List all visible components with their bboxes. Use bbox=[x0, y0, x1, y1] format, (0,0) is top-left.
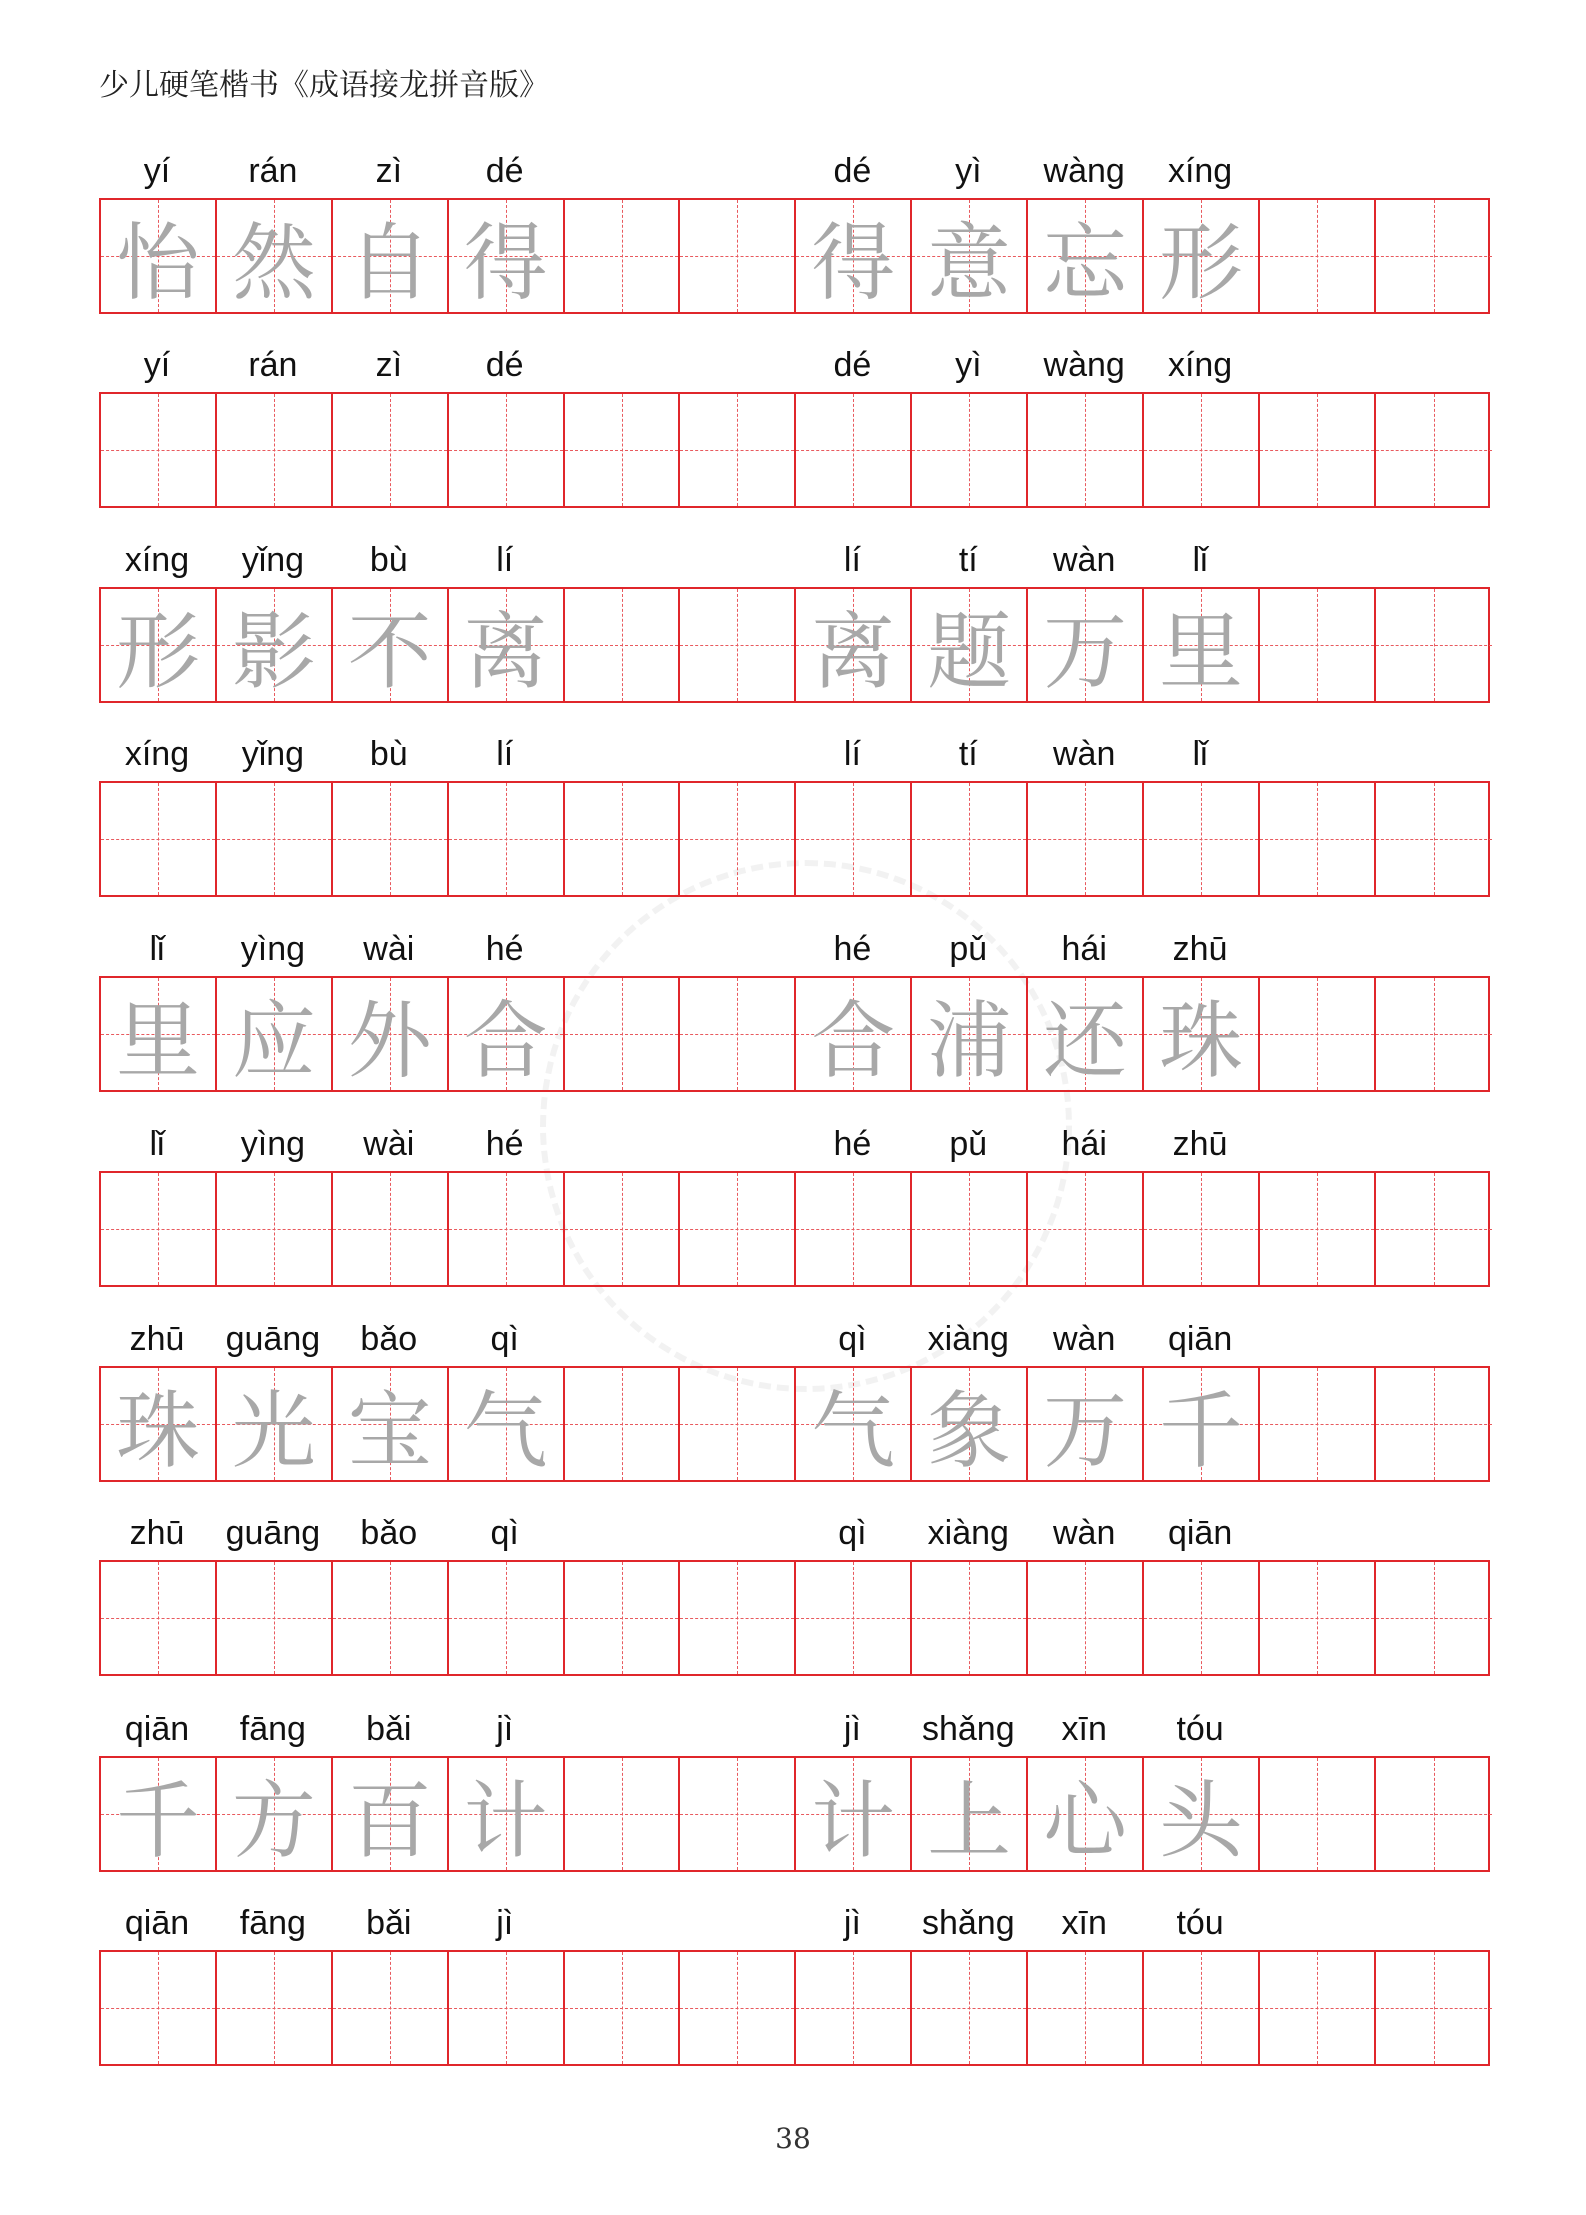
practice-row bbox=[99, 1510, 1490, 1676]
writing-cell[interactable] bbox=[217, 1368, 333, 1480]
writing-cell[interactable] bbox=[1144, 1173, 1260, 1285]
trace-character: 象 bbox=[927, 1381, 1012, 1480]
writing-cell[interactable] bbox=[1376, 1173, 1492, 1285]
writing-cell[interactable] bbox=[1260, 589, 1376, 701]
writing-cell[interactable] bbox=[449, 1562, 565, 1674]
pinyin-label: qì bbox=[490, 1320, 519, 1358]
pinyin-label: rán bbox=[248, 152, 298, 190]
writing-cell[interactable] bbox=[101, 1952, 217, 2064]
pinyin-label: guāng bbox=[225, 1320, 321, 1358]
trace-character: 珠 bbox=[115, 1381, 200, 1480]
trace-character: 上 bbox=[927, 1771, 1012, 1870]
pinyin-row bbox=[99, 731, 1490, 781]
practice-row bbox=[99, 1121, 1490, 1287]
writing-cell[interactable] bbox=[217, 1173, 333, 1285]
writing-cell[interactable] bbox=[912, 1952, 1028, 2064]
writing-cell[interactable] bbox=[449, 1952, 565, 2064]
writing-cell[interactable] bbox=[101, 978, 217, 1090]
trace-character: 计 bbox=[463, 1771, 548, 1870]
pinyin-label: yǐng bbox=[241, 735, 305, 773]
writing-cell[interactable] bbox=[333, 978, 449, 1090]
pinyin-label: yǐng bbox=[241, 541, 305, 579]
pinyin-label: lí bbox=[496, 541, 514, 579]
writing-cell[interactable] bbox=[912, 394, 1028, 506]
writing-cell[interactable] bbox=[101, 1368, 217, 1480]
practice-row bbox=[99, 537, 1490, 703]
writing-cell[interactable] bbox=[449, 200, 565, 312]
writing-cell[interactable] bbox=[796, 978, 912, 1090]
pinyin-label: lǐ bbox=[149, 1125, 165, 1163]
pinyin-label: wàng bbox=[1043, 346, 1125, 384]
trace-character: 忘 bbox=[1043, 213, 1128, 312]
writing-cell[interactable] bbox=[101, 1173, 217, 1285]
writing-cell[interactable] bbox=[796, 1562, 912, 1674]
pinyin-row bbox=[99, 148, 1490, 198]
pinyin-label: lǐ bbox=[149, 930, 165, 968]
pinyin-label: zì bbox=[375, 346, 403, 384]
writing-cell[interactable] bbox=[1376, 783, 1492, 895]
pinyin-label: lǐ bbox=[1192, 541, 1208, 579]
trace-character: 影 bbox=[231, 602, 316, 701]
writing-cell[interactable] bbox=[680, 783, 796, 895]
writing-cell[interactable] bbox=[101, 783, 217, 895]
pinyin-label: xíng bbox=[124, 735, 190, 773]
writing-cell[interactable] bbox=[1028, 200, 1144, 312]
writing-cell[interactable] bbox=[1144, 1368, 1260, 1480]
pinyin-label: qì bbox=[490, 1514, 519, 1552]
writing-cell[interactable] bbox=[1144, 978, 1260, 1090]
writing-cell[interactable] bbox=[796, 783, 912, 895]
trace-character: 心 bbox=[1043, 1771, 1128, 1870]
pinyin-label: bù bbox=[369, 541, 408, 579]
practice-row bbox=[99, 926, 1490, 1092]
trace-character: 怡 bbox=[115, 213, 200, 312]
pinyin-label: wàn bbox=[1053, 1514, 1116, 1552]
writing-cell[interactable] bbox=[1144, 394, 1260, 506]
writing-cell[interactable] bbox=[1260, 200, 1376, 312]
writing-cell[interactable] bbox=[333, 1758, 449, 1870]
writing-cell[interactable] bbox=[333, 394, 449, 506]
writing-cell[interactable] bbox=[796, 200, 912, 312]
writing-cell[interactable] bbox=[1376, 1758, 1492, 1870]
pinyin-label: xíng bbox=[124, 541, 190, 579]
trace-character: 不 bbox=[347, 602, 432, 701]
writing-cell[interactable] bbox=[1260, 1758, 1376, 1870]
page-number: 38 bbox=[775, 2122, 811, 2155]
writing-cell[interactable] bbox=[1376, 200, 1492, 312]
pinyin-label: xiàng bbox=[927, 1320, 1009, 1358]
trace-character: 万 bbox=[1043, 602, 1128, 701]
pinyin-label: qiān bbox=[124, 1904, 190, 1942]
writing-cell[interactable] bbox=[565, 783, 681, 895]
pinyin-row bbox=[99, 537, 1490, 587]
trace-character: 合 bbox=[463, 991, 548, 1090]
pinyin-label: zhū bbox=[1172, 930, 1228, 968]
pinyin-label: rán bbox=[248, 346, 298, 384]
writing-cell[interactable] bbox=[565, 1368, 681, 1480]
pinyin-label: yí bbox=[143, 152, 171, 190]
practice-row bbox=[99, 731, 1490, 897]
writing-cell[interactable] bbox=[912, 783, 1028, 895]
trace-character: 计 bbox=[811, 1771, 896, 1870]
pinyin-label: lí bbox=[843, 735, 861, 773]
trace-character: 气 bbox=[811, 1381, 896, 1480]
writing-cell[interactable] bbox=[680, 1562, 796, 1674]
pinyin-row bbox=[99, 1706, 1490, 1756]
writing-cell[interactable] bbox=[680, 1758, 796, 1870]
page-title: 少儿硬笔楷书《成语接龙拼音版》 bbox=[99, 68, 549, 103]
practice-row bbox=[99, 148, 1490, 314]
writing-cell[interactable] bbox=[796, 1368, 912, 1480]
trace-character: 浦 bbox=[927, 991, 1012, 1090]
writing-cell[interactable] bbox=[217, 394, 333, 506]
pinyin-label: yì bbox=[955, 152, 982, 190]
pinyin-label: zhū bbox=[1172, 1125, 1228, 1163]
writing-cell[interactable] bbox=[1260, 978, 1376, 1090]
writing-cell[interactable] bbox=[680, 978, 796, 1090]
writing-cell[interactable] bbox=[796, 589, 912, 701]
pinyin-label: pǔ bbox=[949, 1125, 988, 1163]
trace-character: 千 bbox=[1158, 1381, 1243, 1480]
pinyin-label: bù bbox=[369, 735, 408, 773]
writing-cell[interactable] bbox=[217, 978, 333, 1090]
pinyin-label: hái bbox=[1061, 1125, 1107, 1163]
pinyin-label: hé bbox=[485, 1125, 524, 1163]
pinyin-label: wàn bbox=[1053, 735, 1116, 773]
writing-cell[interactable] bbox=[449, 394, 565, 506]
trace-character: 百 bbox=[347, 1771, 432, 1870]
writing-cell[interactable] bbox=[333, 589, 449, 701]
pinyin-label: tí bbox=[958, 541, 978, 579]
writing-cell[interactable] bbox=[1376, 1562, 1492, 1674]
pinyin-label: shǎng bbox=[921, 1710, 1015, 1748]
pinyin-row bbox=[99, 926, 1490, 976]
writing-cell[interactable] bbox=[680, 1368, 796, 1480]
writing-cell[interactable] bbox=[1144, 200, 1260, 312]
writing-cell[interactable] bbox=[1028, 1562, 1144, 1674]
writing-cell[interactable] bbox=[1028, 783, 1144, 895]
pinyin-label: hé bbox=[485, 930, 524, 968]
pinyin-label: lí bbox=[843, 541, 861, 579]
pinyin-label: jì bbox=[843, 1710, 861, 1748]
writing-cell[interactable] bbox=[1376, 1368, 1492, 1480]
trace-character: 自 bbox=[347, 213, 432, 312]
trace-character: 千 bbox=[115, 1771, 200, 1870]
pinyin-row bbox=[99, 1316, 1490, 1366]
tianzige-grid bbox=[99, 781, 1490, 897]
trace-character: 方 bbox=[231, 1771, 316, 1870]
pinyin-label: tóu bbox=[1176, 1710, 1224, 1748]
tianzige-grid bbox=[99, 392, 1490, 508]
pinyin-row bbox=[99, 1510, 1490, 1560]
writing-cell[interactable] bbox=[449, 1758, 565, 1870]
writing-cell[interactable] bbox=[101, 589, 217, 701]
writing-cell[interactable] bbox=[449, 1173, 565, 1285]
writing-cell[interactable] bbox=[1144, 1562, 1260, 1674]
writing-cell[interactable] bbox=[796, 394, 912, 506]
pinyin-label: bǎi bbox=[366, 1710, 412, 1748]
writing-cell[interactable] bbox=[1144, 589, 1260, 701]
pinyin-label: tí bbox=[958, 735, 978, 773]
writing-cell[interactable] bbox=[333, 1952, 449, 2064]
pinyin-label: wàng bbox=[1043, 152, 1125, 190]
writing-cell[interactable] bbox=[333, 200, 449, 312]
writing-cell[interactable] bbox=[1376, 978, 1492, 1090]
writing-cell[interactable] bbox=[1260, 1368, 1376, 1480]
pinyin-label: wàn bbox=[1053, 541, 1116, 579]
trace-character: 宝 bbox=[347, 1381, 432, 1480]
writing-cell[interactable] bbox=[449, 978, 565, 1090]
trace-character: 头 bbox=[1158, 1771, 1243, 1870]
writing-cell[interactable] bbox=[912, 1173, 1028, 1285]
pinyin-label: lí bbox=[496, 735, 514, 773]
writing-cell[interactable] bbox=[680, 1952, 796, 2064]
pinyin-label: wàn bbox=[1053, 1320, 1116, 1358]
trace-character: 离 bbox=[463, 602, 548, 701]
pinyin-label: hái bbox=[1061, 930, 1107, 968]
trace-character: 得 bbox=[811, 213, 896, 312]
pinyin-label: yìng bbox=[240, 1125, 306, 1163]
pinyin-label: zì bbox=[375, 152, 403, 190]
writing-cell[interactable] bbox=[680, 589, 796, 701]
pinyin-label: xiàng bbox=[927, 1514, 1009, 1552]
writing-cell[interactable] bbox=[217, 589, 333, 701]
pinyin-label: tóu bbox=[1176, 1904, 1224, 1942]
writing-cell[interactable] bbox=[912, 200, 1028, 312]
writing-cell[interactable] bbox=[1260, 1173, 1376, 1285]
pinyin-label: jì bbox=[843, 1904, 861, 1942]
tianzige-grid bbox=[99, 1950, 1490, 2066]
writing-cell[interactable] bbox=[1144, 783, 1260, 895]
writing-cell[interactable] bbox=[217, 200, 333, 312]
writing-cell[interactable] bbox=[1028, 1758, 1144, 1870]
writing-cell[interactable] bbox=[1028, 978, 1144, 1090]
tianzige-grid bbox=[99, 976, 1490, 1092]
writing-cell[interactable] bbox=[1028, 1173, 1144, 1285]
writing-cell[interactable] bbox=[796, 1952, 912, 2064]
writing-cell[interactable] bbox=[912, 1562, 1028, 1674]
pinyin-label: fāng bbox=[239, 1710, 306, 1748]
pinyin-label: wài bbox=[363, 930, 415, 968]
pinyin-row bbox=[99, 1900, 1490, 1950]
trace-character: 合 bbox=[811, 991, 896, 1090]
writing-cell[interactable] bbox=[1260, 1952, 1376, 2064]
pinyin-label: dé bbox=[485, 152, 524, 190]
pinyin-label: zhū bbox=[129, 1514, 185, 1552]
pinyin-label: qì bbox=[838, 1514, 867, 1552]
writing-cell[interactable] bbox=[333, 1173, 449, 1285]
pinyin-row bbox=[99, 342, 1490, 392]
pinyin-label: dé bbox=[833, 152, 872, 190]
writing-cell[interactable] bbox=[1260, 1562, 1376, 1674]
pinyin-label: qiān bbox=[1167, 1514, 1233, 1552]
writing-cell[interactable] bbox=[1260, 394, 1376, 506]
writing-cell[interactable] bbox=[217, 1758, 333, 1870]
tianzige-grid bbox=[99, 1560, 1490, 1676]
pinyin-label: pǔ bbox=[949, 930, 988, 968]
writing-cell[interactable] bbox=[680, 1173, 796, 1285]
writing-cell[interactable] bbox=[565, 1562, 681, 1674]
tianzige-grid bbox=[99, 198, 1490, 314]
writing-cell[interactable] bbox=[565, 589, 681, 701]
pinyin-label: shǎng bbox=[921, 1904, 1015, 1942]
writing-cell[interactable] bbox=[565, 1758, 681, 1870]
pinyin-label: hé bbox=[833, 930, 872, 968]
writing-cell[interactable] bbox=[449, 589, 565, 701]
writing-cell[interactable] bbox=[912, 978, 1028, 1090]
pinyin-label: bǎo bbox=[360, 1514, 418, 1552]
tianzige-grid bbox=[99, 587, 1490, 703]
pinyin-label: yì bbox=[955, 346, 982, 384]
writing-cell[interactable] bbox=[1028, 1952, 1144, 2064]
pinyin-label: qì bbox=[838, 1320, 867, 1358]
trace-character: 应 bbox=[231, 991, 316, 1090]
pinyin-label: zhū bbox=[129, 1320, 185, 1358]
writing-cell[interactable] bbox=[333, 783, 449, 895]
writing-cell[interactable] bbox=[449, 1368, 565, 1480]
pinyin-label: dé bbox=[833, 346, 872, 384]
pinyin-label: jì bbox=[496, 1904, 514, 1942]
tianzige-grid bbox=[99, 1756, 1490, 1872]
writing-cell[interactable] bbox=[565, 1952, 681, 2064]
pinyin-label: xīn bbox=[1061, 1710, 1107, 1748]
writing-cell[interactable] bbox=[912, 589, 1028, 701]
tianzige-grid bbox=[99, 1171, 1490, 1287]
writing-cell[interactable] bbox=[1144, 1758, 1260, 1870]
pinyin-label: dé bbox=[485, 346, 524, 384]
trace-character: 气 bbox=[463, 1381, 548, 1480]
trace-character: 万 bbox=[1043, 1381, 1128, 1480]
writing-cell[interactable] bbox=[1028, 589, 1144, 701]
practice-row bbox=[99, 1316, 1490, 1482]
trace-character: 得 bbox=[463, 213, 548, 312]
pinyin-label: qiān bbox=[124, 1710, 190, 1748]
pinyin-label: xíng bbox=[1167, 346, 1233, 384]
writing-cell[interactable] bbox=[217, 783, 333, 895]
pinyin-label: guāng bbox=[225, 1514, 321, 1552]
pinyin-label: bǎo bbox=[360, 1320, 418, 1358]
writing-cell[interactable] bbox=[1376, 589, 1492, 701]
pinyin-label: hé bbox=[833, 1125, 872, 1163]
trace-character: 里 bbox=[1158, 602, 1243, 701]
writing-cell[interactable] bbox=[333, 1562, 449, 1674]
pinyin-label: yí bbox=[143, 346, 171, 384]
writing-cell[interactable] bbox=[565, 200, 681, 312]
practice-row bbox=[99, 342, 1490, 508]
writing-cell[interactable] bbox=[565, 394, 681, 506]
trace-character: 离 bbox=[811, 602, 896, 701]
pinyin-row bbox=[99, 1121, 1490, 1171]
writing-cell[interactable] bbox=[333, 1368, 449, 1480]
writing-cell[interactable] bbox=[1028, 394, 1144, 506]
writing-cell[interactable] bbox=[1144, 1952, 1260, 2064]
writing-cell[interactable] bbox=[565, 1173, 681, 1285]
pinyin-label: yìng bbox=[240, 930, 306, 968]
pinyin-label: qiān bbox=[1167, 1320, 1233, 1358]
writing-cell[interactable] bbox=[101, 394, 217, 506]
pinyin-label: xīn bbox=[1061, 1904, 1107, 1942]
writing-cell[interactable] bbox=[796, 1173, 912, 1285]
writing-cell[interactable] bbox=[449, 783, 565, 895]
trace-character: 珠 bbox=[1158, 991, 1243, 1090]
writing-cell[interactable] bbox=[1028, 1368, 1144, 1480]
writing-cell[interactable] bbox=[680, 200, 796, 312]
writing-cell[interactable] bbox=[1376, 1952, 1492, 2064]
writing-cell[interactable] bbox=[101, 200, 217, 312]
writing-cell[interactable] bbox=[796, 1758, 912, 1870]
trace-character: 形 bbox=[1158, 213, 1243, 312]
trace-character: 然 bbox=[231, 213, 316, 312]
pinyin-label: lǐ bbox=[1192, 735, 1208, 773]
trace-character: 题 bbox=[927, 602, 1012, 701]
pinyin-label: xíng bbox=[1167, 152, 1233, 190]
writing-cell[interactable] bbox=[680, 394, 796, 506]
pinyin-label: wài bbox=[363, 1125, 415, 1163]
trace-character: 意 bbox=[927, 213, 1012, 312]
writing-cell[interactable] bbox=[565, 978, 681, 1090]
pinyin-label: bǎi bbox=[366, 1904, 412, 1942]
writing-cell[interactable] bbox=[1260, 783, 1376, 895]
writing-cell[interactable] bbox=[101, 1758, 217, 1870]
trace-character: 光 bbox=[231, 1381, 316, 1480]
tianzige-grid bbox=[99, 1366, 1490, 1482]
writing-cell[interactable] bbox=[912, 1368, 1028, 1480]
trace-character: 外 bbox=[347, 991, 432, 1090]
practice-row bbox=[99, 1706, 1490, 1872]
trace-character: 还 bbox=[1043, 991, 1128, 1090]
writing-cell[interactable] bbox=[1376, 394, 1492, 506]
practice-row bbox=[99, 1900, 1490, 2066]
pinyin-label: fāng bbox=[239, 1904, 306, 1942]
trace-character: 形 bbox=[115, 602, 200, 701]
writing-cell[interactable] bbox=[912, 1758, 1028, 1870]
pinyin-label: jì bbox=[496, 1710, 514, 1748]
writing-cell[interactable] bbox=[101, 1562, 217, 1674]
writing-cell[interactable] bbox=[217, 1562, 333, 1674]
trace-character: 里 bbox=[115, 991, 200, 1090]
writing-cell[interactable] bbox=[217, 1952, 333, 2064]
